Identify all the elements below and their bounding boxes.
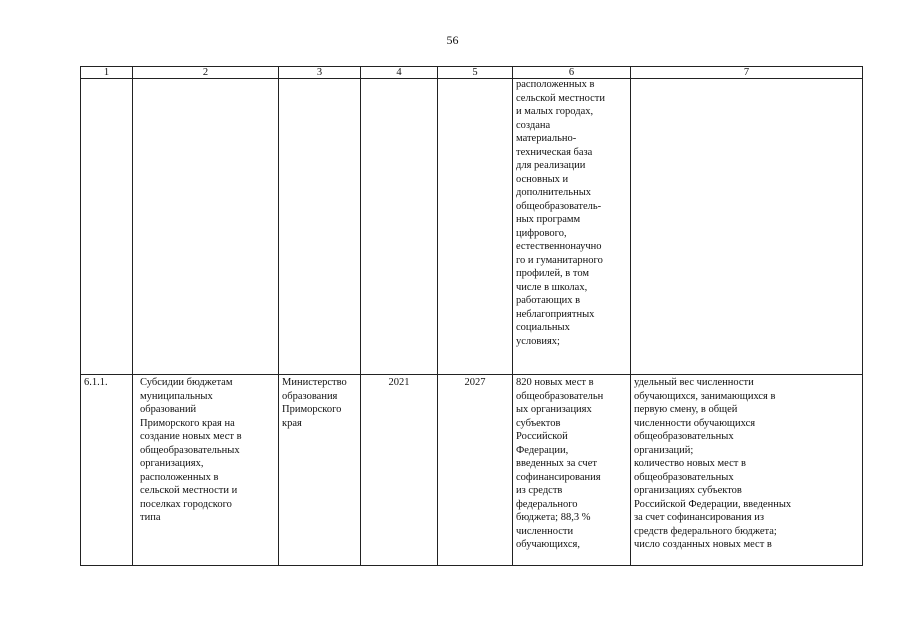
row1-result-cell: расположенных в сельской местности и малых городах, создана материально- техническая база для реализации основных и дополнительных общеобразователь- ных программ цифрового, естественнонаучно го и гуманитарного профилей, в том числе в школах, работающих в неблагоприятных социальных условиях; (513, 79, 631, 375)
row2-responsible-cell: Министерство образования Приморского края (279, 375, 361, 566)
header-cell-2: 2 (133, 67, 279, 79)
table-row (81, 79, 863, 375)
document-table (80, 66, 863, 566)
row2-result-cell: 820 новых мест в общеобразовательн ых организациях субъектов Российской Федерации, введенных за счет софинансирования из средств федерального бюджета; 88,3 % численности обучающихся, (513, 375, 631, 566)
header-cell-3: 3 (279, 67, 361, 79)
table-header-row (81, 67, 863, 79)
header-cell-4: 4 (361, 67, 438, 79)
row2-indicator-cell: удельный вес численности обучающихся, занимающихся в первую смену, в общей численности обучающихся общеобразовательных организаций; количество новых мест в общеобразовательных организациях субъектов Российской Федерации, введенных за счет софинансирования из средств федерального бюджета; число созданных новых мест в (631, 375, 863, 566)
row2-number-cell: 6.1.1. (81, 375, 133, 566)
table-row (81, 375, 863, 566)
row1-number-cell (81, 79, 133, 375)
row2-end-year-cell: 2027 (438, 375, 513, 566)
row1-activity-cell (133, 79, 279, 375)
row2-activity-cell: Субсидии бюджетам муниципальных образований Приморского края на создание новых мест в общеобразовательных организациях, расположенных в сельской местности и поселках городского типа (133, 375, 279, 566)
row1-start-year-cell (361, 79, 438, 375)
header-cell-1: 1 (81, 67, 133, 79)
row2-start-year-cell: 2021 (361, 375, 438, 566)
header-cell-7: 7 (631, 67, 863, 79)
row1-indicator-cell (631, 79, 863, 375)
header-cell-6: 6 (513, 67, 631, 79)
header-cell-5: 5 (438, 67, 513, 79)
row1-end-year-cell (438, 79, 513, 375)
row1-responsible-cell (279, 79, 361, 375)
page-number: 56 (446, 33, 459, 47)
